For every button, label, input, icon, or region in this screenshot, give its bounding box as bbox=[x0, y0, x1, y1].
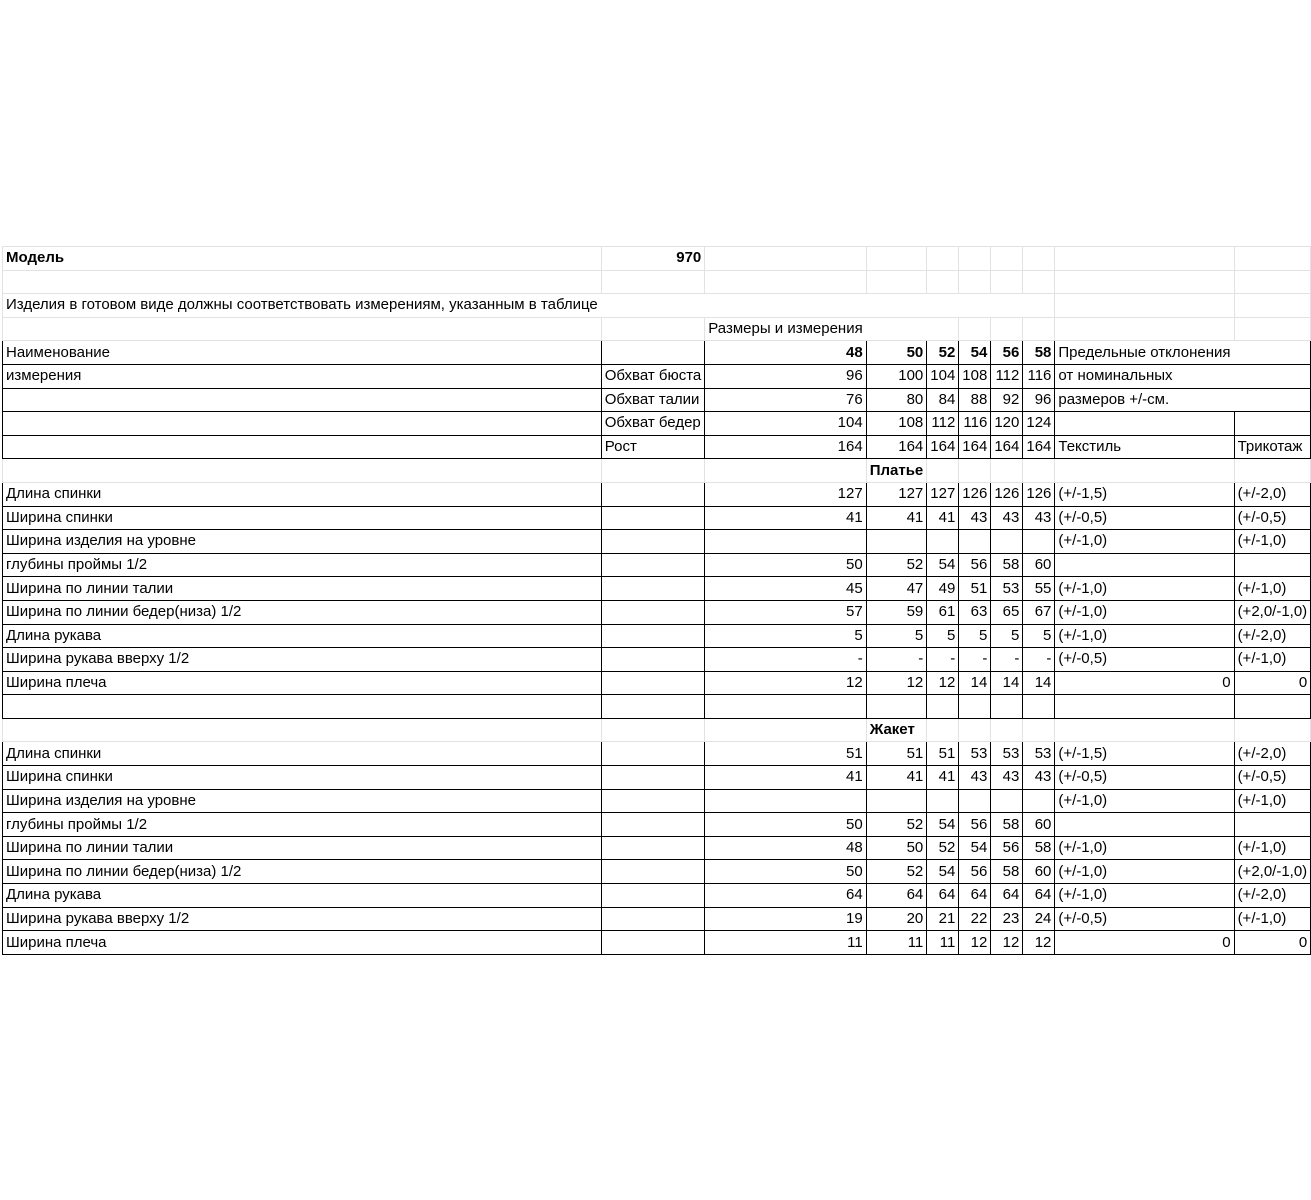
row-label: Ширина плеча bbox=[3, 671, 602, 695]
size-value: 64 bbox=[866, 884, 927, 908]
size-value: 61 bbox=[927, 600, 959, 624]
size-value: 41 bbox=[927, 506, 959, 530]
size-52: 52 bbox=[927, 341, 959, 365]
size-value: 19 bbox=[705, 907, 866, 931]
size-value: 12 bbox=[927, 671, 959, 695]
row-label: Ширина спинки bbox=[3, 506, 602, 530]
size-value: 58 bbox=[991, 860, 1023, 884]
size-value: 45 bbox=[705, 577, 866, 601]
size-value: 54 bbox=[959, 836, 991, 860]
tolerance-textile: (+/-1,0) bbox=[1055, 600, 1234, 624]
section-row bbox=[3, 836, 1311, 860]
size-value: 54 bbox=[927, 813, 959, 837]
size-value bbox=[705, 789, 866, 813]
body-measurement-row bbox=[3, 364, 1311, 388]
size-value: 63 bbox=[959, 600, 991, 624]
measurement-value: 164 bbox=[866, 435, 927, 459]
section-row bbox=[3, 577, 1311, 601]
size-value: 5 bbox=[959, 624, 991, 648]
size-value: 41 bbox=[866, 506, 927, 530]
measurement-label: Обхват бедер bbox=[601, 412, 705, 436]
size-value: 41 bbox=[705, 766, 866, 790]
section-row bbox=[3, 553, 1311, 577]
tolerance-knit: (+/-0,5) bbox=[1234, 506, 1311, 530]
tolerance-knit: (+/-1,0) bbox=[1234, 577, 1311, 601]
row-label: Ширина рукава вверху 1/2 bbox=[3, 648, 602, 672]
size-value: 51 bbox=[866, 742, 927, 766]
size-value bbox=[866, 530, 927, 554]
size-value: 23 bbox=[991, 907, 1023, 931]
size-value: 59 bbox=[866, 600, 927, 624]
size-value: 55 bbox=[1023, 577, 1055, 601]
size-value: 58 bbox=[991, 553, 1023, 577]
size-value: - bbox=[866, 648, 927, 672]
tolerance-textile bbox=[1055, 813, 1234, 837]
size-value: 5 bbox=[927, 624, 959, 648]
size-value bbox=[991, 789, 1023, 813]
size-value: 127 bbox=[705, 482, 866, 506]
section-title-row bbox=[3, 459, 1311, 483]
tolerance-textile: (+/-1,0) bbox=[1055, 530, 1234, 554]
size-value: 126 bbox=[1023, 482, 1055, 506]
tolerance-textile: (+/-0,5) bbox=[1055, 907, 1234, 931]
size-value bbox=[991, 530, 1023, 554]
size-value: 14 bbox=[1023, 671, 1055, 695]
measurement-value: 164 bbox=[991, 435, 1023, 459]
model-label: Модель bbox=[3, 247, 602, 271]
measurement-value: 104 bbox=[927, 364, 959, 388]
tolerance-knit: (+/-1,0) bbox=[1234, 836, 1311, 860]
row-label: Ширина изделия на уровне bbox=[3, 530, 602, 554]
size-value: 60 bbox=[1023, 813, 1055, 837]
size-value: - bbox=[991, 648, 1023, 672]
model-row bbox=[3, 247, 1311, 271]
size-value: 60 bbox=[1023, 553, 1055, 577]
size-chart-sheet bbox=[2, 246, 1311, 955]
size-value: 53 bbox=[959, 742, 991, 766]
size-value: 50 bbox=[705, 860, 866, 884]
tolerance-textile: 0 bbox=[1055, 671, 1234, 695]
row-label: Ширина рукава вверху 1/2 bbox=[3, 907, 602, 931]
size-value: 49 bbox=[927, 577, 959, 601]
tolerance-header-line1: Предельные отклонения bbox=[1055, 341, 1234, 365]
tolerance-knit: (+/-1,0) bbox=[1234, 789, 1311, 813]
tolerance-knit bbox=[1234, 553, 1311, 577]
size-value: 58 bbox=[991, 813, 1023, 837]
note-text: Изделия в готовом виде должны соответствовать измерениям, указанным в таблице bbox=[3, 294, 602, 318]
tolerance-knit: (+/-2,0) bbox=[1234, 742, 1311, 766]
size-value: - bbox=[705, 648, 866, 672]
tolerance-textile bbox=[1055, 553, 1234, 577]
tolerance-textile: (+/-0,5) bbox=[1055, 506, 1234, 530]
measurement-value: 96 bbox=[705, 364, 866, 388]
section-row bbox=[3, 860, 1311, 884]
measurement-value: 80 bbox=[866, 388, 927, 412]
section-row bbox=[3, 600, 1311, 624]
size-value: 20 bbox=[866, 907, 927, 931]
tolerance-knit: (+/-0,5) bbox=[1234, 766, 1311, 790]
size-value: 127 bbox=[927, 482, 959, 506]
section-row bbox=[3, 671, 1311, 695]
row-label: глубины проймы 1/2 bbox=[3, 813, 602, 837]
size-value: 5 bbox=[991, 624, 1023, 648]
measurement-value: 112 bbox=[927, 412, 959, 436]
section-row bbox=[3, 884, 1311, 908]
size-value: - bbox=[927, 648, 959, 672]
size-value: 51 bbox=[705, 742, 866, 766]
tolerance-knit-header: Трикотаж bbox=[1234, 435, 1311, 459]
measurement-value: 164 bbox=[705, 435, 866, 459]
tolerance-knit: 0 bbox=[1234, 931, 1311, 955]
size-value: 43 bbox=[1023, 506, 1055, 530]
tolerance-knit: 0 bbox=[1234, 671, 1311, 695]
size-value: 52 bbox=[866, 860, 927, 884]
size-value: 5 bbox=[866, 624, 927, 648]
section-row bbox=[3, 742, 1311, 766]
measurement-value: 104 bbox=[705, 412, 866, 436]
size-value: 12 bbox=[866, 671, 927, 695]
tolerance-textile: (+/-1,0) bbox=[1055, 884, 1234, 908]
blank-row bbox=[3, 695, 1311, 719]
size-value: - bbox=[1023, 648, 1055, 672]
tolerance-header-line2: от номинальных bbox=[1055, 364, 1234, 388]
measurement-label: Обхват талии bbox=[601, 388, 705, 412]
tolerance-knit: (+/-1,0) bbox=[1234, 648, 1311, 672]
size-value bbox=[959, 530, 991, 554]
tolerance-textile: (+/-1,0) bbox=[1055, 789, 1234, 813]
size-value: 64 bbox=[959, 884, 991, 908]
size-value: 51 bbox=[927, 742, 959, 766]
row-label: Длина спинки bbox=[3, 482, 602, 506]
row-label: Ширина плеча bbox=[3, 931, 602, 955]
measurement-value: 116 bbox=[1023, 364, 1055, 388]
size-56: 56 bbox=[991, 341, 1023, 365]
size-value: 43 bbox=[991, 766, 1023, 790]
size-value: 41 bbox=[927, 766, 959, 790]
size-value: 127 bbox=[866, 482, 927, 506]
size-value: 50 bbox=[705, 813, 866, 837]
size-value: 60 bbox=[1023, 860, 1055, 884]
size-value: 57 bbox=[705, 600, 866, 624]
size-48: 48 bbox=[705, 341, 866, 365]
size-value: 24 bbox=[1023, 907, 1055, 931]
size-value: 14 bbox=[991, 671, 1023, 695]
size-value: 11 bbox=[866, 931, 927, 955]
measurement-value: 124 bbox=[1023, 412, 1055, 436]
section-title: Жакет bbox=[866, 718, 927, 742]
tolerance-knit: (+/-2,0) bbox=[1234, 624, 1311, 648]
size-value: 52 bbox=[866, 553, 927, 577]
header-row-sizes bbox=[3, 341, 1311, 365]
note-row bbox=[3, 294, 1311, 318]
tolerance-knit bbox=[1234, 813, 1311, 837]
size-value: 56 bbox=[991, 836, 1023, 860]
size-chart-table bbox=[2, 246, 1311, 955]
section-row bbox=[3, 813, 1311, 837]
measurement-value: 92 bbox=[991, 388, 1023, 412]
tolerance-knit: (+2,0/-1,0) bbox=[1234, 860, 1311, 884]
header-name-line2: измерения bbox=[3, 364, 602, 388]
size-value: 53 bbox=[1023, 742, 1055, 766]
size-value: 64 bbox=[705, 884, 866, 908]
section-row bbox=[3, 648, 1311, 672]
tolerance-textile: (+/-1,5) bbox=[1055, 742, 1234, 766]
size-58: 58 bbox=[1023, 341, 1055, 365]
size-value: 50 bbox=[866, 836, 927, 860]
row-label: Длина рукава bbox=[3, 884, 602, 908]
size-value: - bbox=[959, 648, 991, 672]
size-value: 43 bbox=[959, 506, 991, 530]
tolerance-knit: (+/-1,0) bbox=[1234, 530, 1311, 554]
size-value: 12 bbox=[1023, 931, 1055, 955]
size-value bbox=[1023, 789, 1055, 813]
measurement-value: 112 bbox=[991, 364, 1023, 388]
row-label: Длина рукава bbox=[3, 624, 602, 648]
body-measurement-row bbox=[3, 412, 1311, 436]
size-value: 43 bbox=[991, 506, 1023, 530]
section-title: Платье bbox=[866, 459, 927, 483]
size-value: 52 bbox=[866, 813, 927, 837]
measurement-value: 164 bbox=[1023, 435, 1055, 459]
size-value: 21 bbox=[927, 907, 959, 931]
measurement-value: 84 bbox=[927, 388, 959, 412]
section-row bbox=[3, 907, 1311, 931]
section-row bbox=[3, 766, 1311, 790]
tolerance-knit: (+/-2,0) bbox=[1234, 482, 1311, 506]
measurement-value: 76 bbox=[705, 388, 866, 412]
sizes-title: Размеры и измерения bbox=[705, 317, 866, 341]
tolerance-header-line3: размеров +/-см. bbox=[1055, 388, 1234, 412]
row-label: Ширина по линии бедер(низа) 1/2 bbox=[3, 600, 602, 624]
size-value: 53 bbox=[991, 577, 1023, 601]
size-value: 11 bbox=[705, 931, 866, 955]
size-value: 58 bbox=[1023, 836, 1055, 860]
size-value: 12 bbox=[959, 931, 991, 955]
size-value bbox=[959, 789, 991, 813]
section-row bbox=[3, 789, 1311, 813]
size-value: 54 bbox=[927, 860, 959, 884]
size-value: 64 bbox=[991, 884, 1023, 908]
tolerance-textile: (+/-1,0) bbox=[1055, 836, 1234, 860]
section-title-row bbox=[3, 718, 1311, 742]
size-value: 65 bbox=[991, 600, 1023, 624]
size-value: 41 bbox=[866, 766, 927, 790]
row-label: Ширина по линии талии bbox=[3, 836, 602, 860]
tolerance-textile: (+/-1,5) bbox=[1055, 482, 1234, 506]
measurement-label: Обхват бюста bbox=[601, 364, 705, 388]
row-label: Ширина изделия на уровне bbox=[3, 789, 602, 813]
size-value: 126 bbox=[991, 482, 1023, 506]
size-value: 54 bbox=[927, 553, 959, 577]
tolerance-textile: (+/-0,5) bbox=[1055, 766, 1234, 790]
measurement-value: 108 bbox=[866, 412, 927, 436]
size-value: 56 bbox=[959, 813, 991, 837]
section-row bbox=[3, 482, 1311, 506]
tolerance-knit: (+/-1,0) bbox=[1234, 907, 1311, 931]
tolerance-textile-header: Текстиль bbox=[1055, 435, 1234, 459]
measurement-value: 164 bbox=[927, 435, 959, 459]
tolerance-textile: 0 bbox=[1055, 931, 1234, 955]
size-value: 126 bbox=[959, 482, 991, 506]
measurement-value: 120 bbox=[991, 412, 1023, 436]
body-measurement-row bbox=[3, 435, 1311, 459]
tolerance-knit: (+/-2,0) bbox=[1234, 884, 1311, 908]
size-value: 43 bbox=[959, 766, 991, 790]
size-value bbox=[866, 789, 927, 813]
section-row bbox=[3, 624, 1311, 648]
tolerance-textile: (+/-0,5) bbox=[1055, 648, 1234, 672]
blank-row bbox=[3, 270, 1311, 294]
size-value: 14 bbox=[959, 671, 991, 695]
measurement-value: 164 bbox=[959, 435, 991, 459]
size-value: 64 bbox=[927, 884, 959, 908]
row-label: Ширина спинки bbox=[3, 766, 602, 790]
row-label: Ширина по линии бедер(низа) 1/2 bbox=[3, 860, 602, 884]
measurement-value: 88 bbox=[959, 388, 991, 412]
row-label: Ширина по линии талии bbox=[3, 577, 602, 601]
size-value: 41 bbox=[705, 506, 866, 530]
size-value bbox=[1023, 530, 1055, 554]
header-name-line1: Наименование bbox=[3, 341, 602, 365]
row-label: глубины проймы 1/2 bbox=[3, 553, 602, 577]
measurement-label: Рост bbox=[601, 435, 705, 459]
size-value: 67 bbox=[1023, 600, 1055, 624]
size-value: 5 bbox=[1023, 624, 1055, 648]
section-row bbox=[3, 530, 1311, 554]
size-value: 22 bbox=[959, 907, 991, 931]
size-value: 5 bbox=[705, 624, 866, 648]
size-value: 64 bbox=[1023, 884, 1055, 908]
section-row bbox=[3, 931, 1311, 955]
size-value bbox=[927, 789, 959, 813]
size-value: 51 bbox=[959, 577, 991, 601]
size-value: 48 bbox=[705, 836, 866, 860]
tolerance-textile: (+/-1,0) bbox=[1055, 624, 1234, 648]
body-measurement-row bbox=[3, 388, 1311, 412]
row-label: Длина спинки bbox=[3, 742, 602, 766]
size-value bbox=[705, 530, 866, 554]
size-value: 12 bbox=[991, 931, 1023, 955]
size-value: 47 bbox=[866, 577, 927, 601]
section-row bbox=[3, 506, 1311, 530]
sizes-title-row bbox=[3, 317, 1311, 341]
measurement-value: 96 bbox=[1023, 388, 1055, 412]
size-50: 50 bbox=[866, 341, 927, 365]
size-value bbox=[927, 530, 959, 554]
measurement-value: 108 bbox=[959, 364, 991, 388]
size-value: 56 bbox=[959, 860, 991, 884]
size-value: 56 bbox=[959, 553, 991, 577]
size-value: 52 bbox=[927, 836, 959, 860]
size-54: 54 bbox=[959, 341, 991, 365]
size-value: 11 bbox=[927, 931, 959, 955]
size-value: 53 bbox=[991, 742, 1023, 766]
tolerance-knit: (+2,0/-1,0) bbox=[1234, 600, 1311, 624]
tolerance-textile: (+/-1,0) bbox=[1055, 860, 1234, 884]
size-value: 50 bbox=[705, 553, 866, 577]
model-number: 970 bbox=[601, 247, 705, 271]
measurement-value: 116 bbox=[959, 412, 991, 436]
tolerance-textile: (+/-1,0) bbox=[1055, 577, 1234, 601]
size-value: 12 bbox=[705, 671, 866, 695]
size-value: 43 bbox=[1023, 766, 1055, 790]
measurement-value: 100 bbox=[866, 364, 927, 388]
